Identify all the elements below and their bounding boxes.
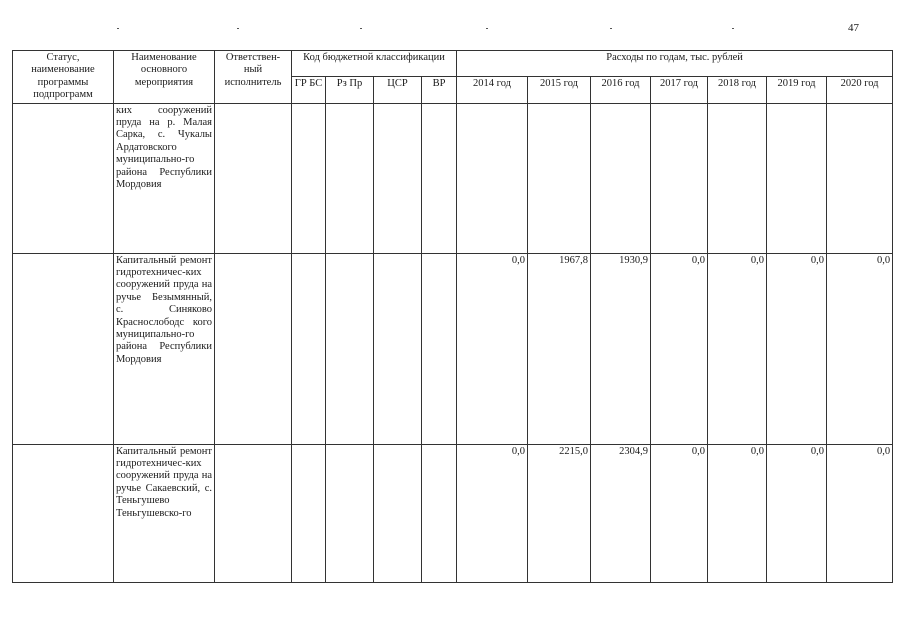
value-cell	[651, 103, 708, 253]
status-cell	[13, 444, 114, 582]
csr-cell	[374, 253, 422, 444]
responsible-cell	[215, 103, 292, 253]
scan-artifact	[237, 28, 239, 29]
col-year-header: 2017 год	[651, 77, 708, 103]
value-cell	[528, 103, 591, 253]
grbs-cell	[292, 444, 326, 582]
responsible-cell	[215, 253, 292, 444]
page-number: 47	[848, 22, 859, 34]
vr-cell	[422, 444, 457, 582]
scan-artifact	[732, 28, 734, 29]
value-cell: 0,0	[767, 253, 827, 444]
value-cell: 0,0	[708, 444, 767, 582]
activity-name-cell: ких сооружений пруда на р. Малая Сарка, с. Чукалы Ардатовского муниципально-го района Республики Мордовия	[114, 103, 215, 253]
col-csr-header: ЦСР	[374, 77, 422, 103]
scan-artifact	[117, 28, 119, 29]
col-responsible-header: Ответствен-ный исполнитель	[215, 51, 292, 104]
value-cell	[708, 103, 767, 253]
activity-name-cell: Капитальный ремонт гидротехничес-ких сооружений пруда на ручье Безымянный, с. Синяково Краснослободс кого муниципально-го района Республики Мордовия	[114, 253, 215, 444]
value-cell	[827, 103, 893, 253]
table-row	[13, 253, 893, 444]
value-cell: 0,0	[651, 444, 708, 582]
col-rzpr-header: Рз Пр	[326, 77, 374, 103]
col-name-header: Наименование основного мероприятия	[114, 51, 215, 104]
value-cell: 0,0	[457, 444, 528, 582]
value-cell	[591, 103, 651, 253]
value-cell: 1967,8	[528, 253, 591, 444]
csr-cell	[374, 444, 422, 582]
vr-cell	[422, 103, 457, 253]
csr-cell	[374, 103, 422, 253]
table-row	[13, 103, 893, 253]
col-status-header: Статус, наименование программы подпрограмм	[13, 51, 114, 104]
value-cell: 0,0	[827, 253, 893, 444]
col-grbs-header: ГР БС	[292, 77, 326, 103]
header-row	[13, 51, 893, 77]
col-year-header: 2018 год	[708, 77, 767, 103]
scan-artifact	[486, 28, 488, 29]
grbs-cell	[292, 253, 326, 444]
table-row	[13, 444, 893, 582]
value-cell: 0,0	[457, 253, 528, 444]
rzpr-cell	[326, 253, 374, 444]
col-year-header: 2016 год	[591, 77, 651, 103]
value-cell	[457, 103, 528, 253]
scan-artifact	[360, 28, 362, 29]
col-year-header: 2019 год	[767, 77, 827, 103]
responsible-cell	[215, 444, 292, 582]
rzpr-cell	[326, 103, 374, 253]
value-cell: 2215,0	[528, 444, 591, 582]
col-year-header: 2020 год	[827, 77, 893, 103]
status-cell	[13, 103, 114, 253]
col-vr-header: ВР	[422, 77, 457, 103]
col-year-header: 2015 год	[528, 77, 591, 103]
value-cell: 0,0	[827, 444, 893, 582]
value-cell: 2304,9	[591, 444, 651, 582]
scan-artifact	[610, 28, 612, 29]
status-cell	[13, 253, 114, 444]
activity-name-cell: Капитальный ремонт гидротехничес-ких сооружений пруда на ручье Сакаевский, с. Теньгушево Теньгушевско-го	[114, 444, 215, 582]
col-budget-code-header: Код бюджетной классификации	[292, 51, 457, 77]
value-cell: 0,0	[767, 444, 827, 582]
vr-cell	[422, 253, 457, 444]
value-cell: 0,0	[651, 253, 708, 444]
col-year-header: 2014 год	[457, 77, 528, 103]
value-cell: 1930,9	[591, 253, 651, 444]
col-expenses-header: Расходы по годам, тыс. рублей	[457, 51, 893, 77]
budget-table	[12, 50, 893, 583]
grbs-cell	[292, 103, 326, 253]
rzpr-cell	[326, 444, 374, 582]
value-cell	[767, 103, 827, 253]
value-cell: 0,0	[708, 253, 767, 444]
